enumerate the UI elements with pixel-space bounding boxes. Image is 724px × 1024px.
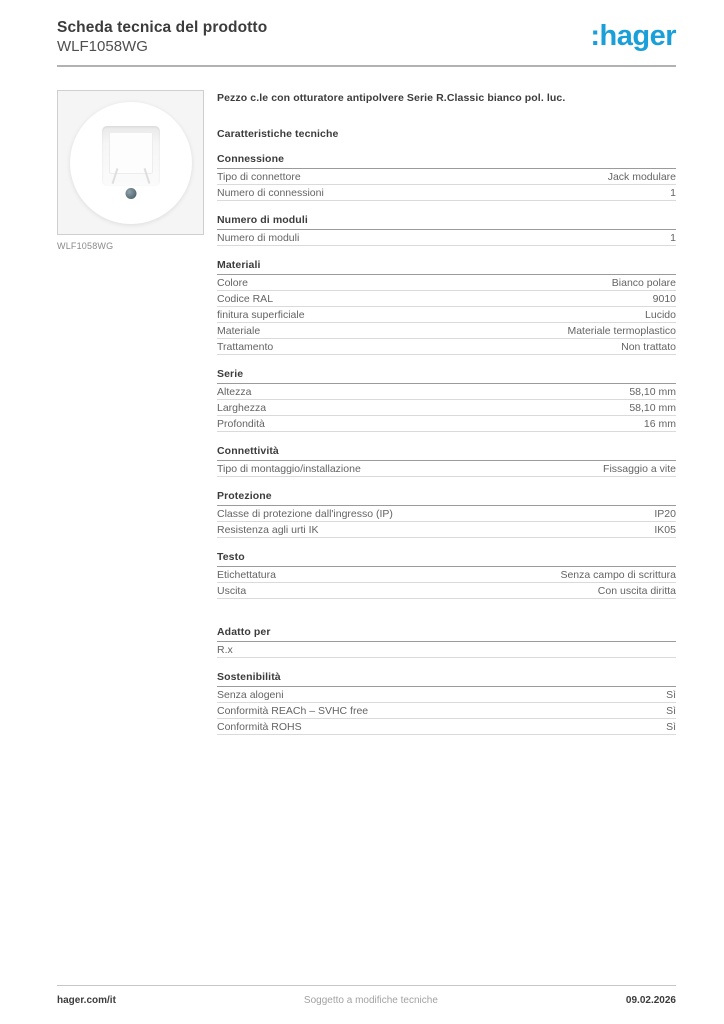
spec-row-value: 58,10 mm	[629, 385, 676, 398]
spec-row-label: Larghezza	[217, 401, 267, 414]
spec-section	[217, 368, 676, 432]
spec-row-label: Uscita	[217, 584, 247, 597]
image-caption: WLF1058WG	[57, 241, 114, 251]
spec-row-value: 58,10 mm	[629, 401, 676, 414]
spec-sections	[217, 153, 676, 735]
spec-row-label: Numero di moduli	[217, 231, 300, 244]
spec-section	[217, 490, 676, 538]
spec-row-value: Senza campo di scrittura	[560, 568, 676, 581]
page-footer	[57, 985, 676, 1024]
spec-section	[217, 214, 676, 246]
spec-section-title: Serie	[217, 368, 676, 384]
spec-row-value: Non trattato	[621, 340, 676, 353]
spec-section-title: Adatto per	[217, 626, 676, 642]
spec-section-title: Materiali	[217, 259, 676, 275]
spec-row	[217, 339, 676, 355]
spec-row-label: Codice RAL	[217, 292, 274, 305]
spec-row-value: Con uscita diritta	[597, 584, 676, 597]
spec-row-label: Colore	[217, 276, 248, 289]
spec-row	[217, 230, 676, 246]
wall-plate-graphic	[70, 102, 192, 224]
spec-row	[217, 275, 676, 291]
spec-row-label: Tipo di connettore	[217, 170, 301, 183]
spec-section-title: Sostenibilità	[217, 671, 676, 687]
jack-recess-graphic	[102, 126, 160, 186]
footer-divider	[57, 985, 676, 986]
spec-row-label: Altezza	[217, 385, 252, 398]
spec-row-value: Sì	[666, 704, 676, 717]
spec-row	[217, 583, 676, 599]
screw-graphic	[125, 188, 136, 199]
spec-row-label: Tipo di montaggio/installazione	[217, 462, 361, 475]
spec-row	[217, 506, 676, 522]
page-header	[57, 0, 676, 56]
spec-row-value: Lucido	[645, 308, 676, 321]
spec-row-label: Conformità ROHS	[217, 720, 302, 733]
product-image-column	[57, 90, 204, 735]
spec-row-label: Trattamento	[217, 340, 274, 353]
spec-row-value: 1	[670, 231, 676, 244]
spec-row-label: R.x	[217, 643, 233, 656]
spec-row	[217, 169, 676, 185]
spec-row-label: Etichettatura	[217, 568, 276, 581]
spec-row	[217, 185, 676, 201]
product-description: Pezzo c.le con otturatore antipolvere Serie R.Classic bianco pol. luc.	[217, 92, 566, 104]
spec-section	[217, 445, 676, 477]
spec-row-value: Fissaggio a vite	[603, 462, 676, 475]
spec-row-label: Senza alogeni	[217, 688, 284, 701]
spec-row	[217, 384, 676, 400]
spec-row-value: IP20	[654, 507, 676, 520]
spec-row-value: 1	[670, 186, 676, 199]
spec-section-title: Testo	[217, 551, 676, 567]
spec-row	[217, 323, 676, 339]
spec-row	[217, 703, 676, 719]
spec-row-label: Resistenza agli urti IK	[217, 523, 319, 536]
spec-section	[217, 551, 676, 599]
spec-section-title: Connettività	[217, 445, 676, 461]
title-block	[57, 19, 267, 56]
characteristics-heading: Caratteristiche tecniche	[217, 128, 339, 140]
hager-logo: :hager	[590, 20, 676, 52]
spec-row	[217, 567, 676, 583]
footer-row	[57, 995, 676, 1006]
spec-section	[217, 153, 676, 201]
spec-section	[217, 626, 676, 658]
spec-row-label: Materiale	[217, 324, 261, 337]
spec-row-value: 16 mm	[643, 417, 676, 430]
spec-row	[217, 687, 676, 703]
spec-row	[217, 307, 676, 323]
main-content	[57, 90, 676, 735]
spec-row-value: Materiale termoplastico	[567, 324, 676, 337]
spec-section-title: Numero di moduli	[217, 214, 676, 230]
footer-date: 09.02.2026	[625, 995, 676, 1006]
spec-row-value: 9010	[652, 292, 676, 305]
spec-row	[217, 416, 676, 432]
jack-opening-graphic	[109, 132, 153, 174]
spec-section-title: Protezione	[217, 490, 676, 506]
spec-row-label: Profondità	[217, 417, 265, 430]
spec-row	[217, 522, 676, 538]
footer-disclaimer: Soggetto a modifiche tecniche	[303, 995, 438, 1006]
spec-section	[217, 259, 676, 355]
spec-row-label: Classe di protezione dall'ingresso (IP)	[217, 507, 393, 520]
spec-row-value: Jack modulare	[607, 170, 676, 183]
spec-row-value: Bianco polare	[611, 276, 676, 289]
spec-row-value: Sì	[666, 688, 676, 701]
spec-row	[217, 461, 676, 477]
spec-row-label: Numero di connessioni	[217, 186, 324, 199]
footer-website-link[interactable]: hager.com/it	[57, 995, 116, 1006]
product-image	[57, 90, 204, 235]
spec-row-value: Sì	[666, 720, 676, 733]
spec-row	[217, 719, 676, 735]
product-code: WLF1058WG	[57, 38, 148, 55]
spec-row	[217, 642, 676, 658]
spec-row-label: Conformità REACh – SVHC free	[217, 704, 369, 717]
spec-column	[217, 90, 676, 735]
spec-row	[217, 291, 676, 307]
spec-section-title: Connessione	[217, 153, 676, 169]
spec-section	[217, 671, 676, 735]
spec-row	[217, 400, 676, 416]
header-divider	[57, 65, 676, 67]
spec-row-value: IK05	[654, 523, 676, 536]
spec-row-label: finitura superficiale	[217, 308, 305, 321]
page-title: Scheda tecnica del prodotto	[57, 19, 268, 36]
